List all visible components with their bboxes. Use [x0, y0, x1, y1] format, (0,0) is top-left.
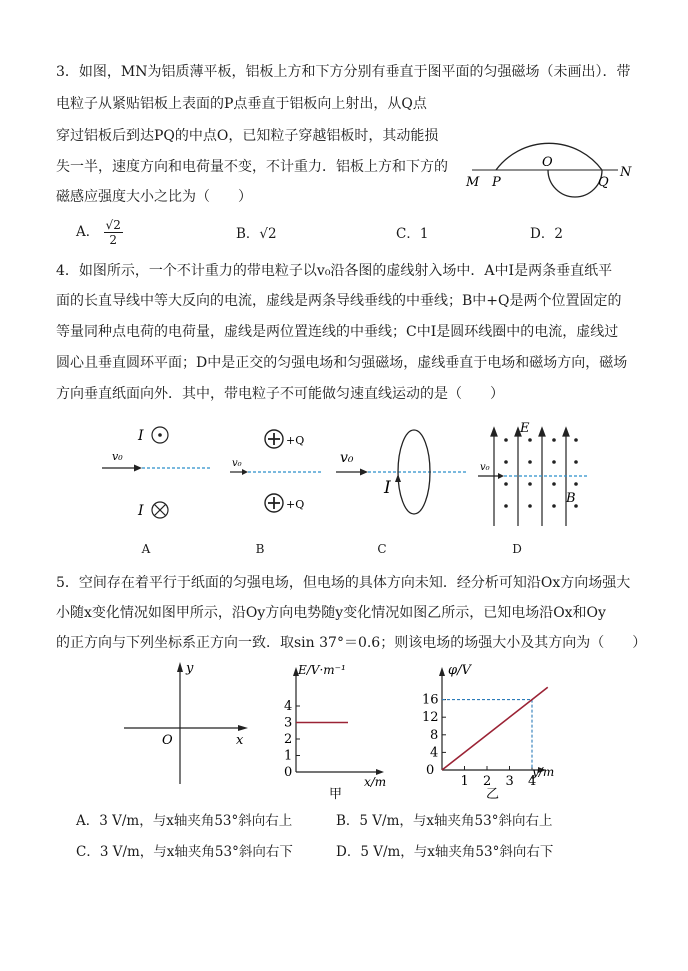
q5-option-b: B．5 V/m，与x轴夹角53°斜向右上: [336, 813, 553, 829]
y-tick-label: 8: [430, 727, 439, 743]
y-axis-title: E/V·m⁻¹: [298, 663, 346, 677]
y-tick-label: 16: [422, 692, 439, 708]
field-b-label: B: [566, 491, 576, 506]
charge-q-bottom: +Q: [286, 498, 305, 511]
label-n: N: [620, 165, 632, 180]
chart-title-yi: 乙: [486, 787, 500, 800]
q4-line-1: 4．如图所示，一个不计重力的带电粒子以v₀沿各图的虚线射入场中．A中I是两条垂直纸平: [56, 263, 613, 279]
q3-option-c: C．1: [396, 226, 429, 242]
axis-x-label: x: [236, 733, 244, 748]
q4-label-c: C: [377, 542, 387, 556]
x-axis-title: y/m: [532, 765, 555, 779]
q4-figure-b: [228, 420, 338, 530]
current-i-ring: I: [384, 478, 391, 498]
q4-figure-c: [334, 420, 474, 530]
q3-line-1: 3．如图，MN为铝质薄平板，铝板上方和下方分别有垂直于图平面的匀强磁场（未画出）．带: [56, 64, 631, 80]
y-axis-title: φ/V: [448, 663, 471, 678]
q3-option-a-denominator: 2: [109, 233, 117, 247]
x-tick-label: 3: [505, 774, 514, 789]
chart-title-jia: 甲: [329, 787, 343, 800]
q4-line-4: 圆心且垂直圆环平面；D中是正交的匀强电场和匀强磁场，虚线垂直于电场和磁场方向，磁场: [56, 355, 628, 371]
label-p: P: [492, 175, 501, 190]
q5-option-d: D．5 V/m，与x轴夹角53°斜向右下: [336, 844, 554, 860]
q4-figure-d: [476, 420, 596, 530]
chart-jia: [268, 660, 408, 800]
q5-option-c: C．3 V/m，与x轴夹角53°斜向右下: [76, 844, 293, 860]
q5-coordinate-figure: [120, 656, 260, 786]
y-tick-label: 1: [284, 748, 293, 764]
chart-yi: [416, 660, 576, 800]
q5-line-3: 的正方向与下列坐标系正方向一致．取sin 37°＝0.6；则该电场的场强大小及其方向为（ ）: [56, 635, 647, 651]
y-tick-label: 4: [284, 699, 293, 714]
q3-line-5: 磁感应强度大小之比为（ ）: [56, 189, 252, 205]
label-m: M: [466, 175, 480, 190]
q5-line-1: 5．空间存在着平行于纸面的匀强电场，但电场的具体方向未知．经分析可知沿Ox方向场强大: [56, 575, 631, 591]
q4-line-3: 等量同种点电荷的电荷量，虚线是两位置连线的中垂线；C中I是圆环线圈中的电流，虚线过: [56, 324, 619, 340]
q3-line-2: 电粒子从紧贴铝板上表面的P点垂直于铝板向上射出，从Q点: [56, 96, 427, 112]
current-i-top: I: [138, 428, 144, 444]
x-tick-label: 2: [483, 774, 492, 789]
label-o: O: [542, 155, 553, 170]
q4-figure-a: [100, 420, 220, 530]
y-tick-label: 2: [284, 732, 293, 747]
q4-line-2: 面的长直导线中等大反向的电流，虚线是两条导线垂线的中垂线；B中+Q是两个位置固定的: [56, 293, 622, 309]
label-q: Q: [598, 175, 609, 190]
q4-line-5: 方向垂直纸面向外．其中，带电粒子不可能做匀速直线运动的是（ ）: [56, 386, 504, 402]
q3-figure: [462, 100, 642, 210]
y-tick-label: 4: [430, 745, 439, 761]
q3-option-a: [76, 218, 123, 247]
q4-label-a: A: [141, 542, 151, 556]
y-axis-arrow: [439, 667, 445, 676]
charge-q-top: +Q: [286, 434, 305, 447]
axis-y-label: y: [186, 661, 194, 676]
q3-option-b: B．√2: [236, 226, 277, 242]
y-tick-label: 12: [422, 710, 439, 726]
x-tick-label: 1: [460, 774, 469, 789]
x-tick-label: 4: [528, 774, 537, 789]
q4-label-d: D: [512, 542, 522, 556]
y-tick-label: 0: [284, 765, 293, 780]
v0-b: v₀: [232, 458, 242, 469]
q3-option-a-prefix: A．: [76, 224, 100, 240]
y-tick-label: 3: [284, 715, 293, 731]
x-axis-title: x/m: [364, 775, 387, 789]
v0-d: v₀: [480, 462, 490, 473]
q5-line-2: 小随x变化情况如图甲所示，沿Oy方向电势随y变化情况如图乙所示，已知电场沿Ox和Oy: [56, 605, 606, 621]
current-i-bottom: I: [138, 503, 144, 519]
v0-c: v₀: [340, 450, 354, 466]
q3-line-4: 失一半，速度方向和电荷量不变，不计重力．铝板上方和下方的: [56, 159, 448, 175]
v0-a: v₀: [112, 450, 123, 463]
q3-option-d: D．2: [530, 226, 563, 242]
x-tick-label: 0: [426, 763, 435, 778]
q3-option-a-numerator: √2: [105, 218, 121, 232]
q3-option-a-fraction: [104, 218, 123, 247]
q3-line-3: 穿过铝板后到达PQ的中点O，已知粒子穿越铝板时，其动能损: [56, 128, 439, 144]
field-e-label: E: [520, 421, 530, 436]
origin-label: O: [162, 733, 173, 748]
q4-label-b: B: [255, 542, 265, 556]
q5-option-a: A．3 V/m，与x轴夹角53°斜向右上: [76, 813, 293, 829]
